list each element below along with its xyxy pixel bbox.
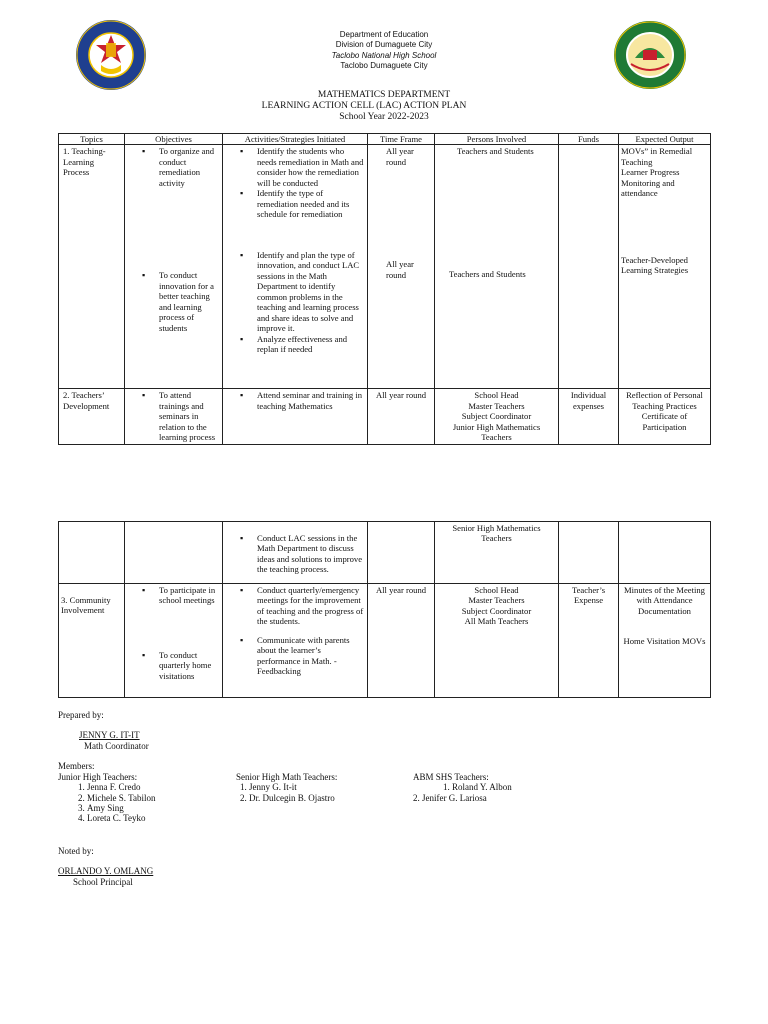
persons-text: Teachers and Students — [449, 268, 526, 279]
noted-by-label: Noted by: — [58, 846, 94, 856]
time-frame-cell — [368, 522, 435, 584]
activity-item: ▪ Conduct LAC sessions in the Math Department to discuss ideas and solutions to improve the teaching process. — [257, 533, 365, 575]
activity-item: ▪ Identify the students who needs remediation in Math and consider how the remediation will be conducted — [257, 146, 365, 188]
objectives-cell — [125, 389, 223, 444]
member-name: 1. Jenna F. Credo — [87, 782, 155, 792]
member-name: 1. Jenny G. It-it — [240, 782, 297, 793]
action-plan-table — [58, 133, 711, 445]
action-plan-table-continued — [58, 521, 711, 698]
persons-cell — [435, 584, 559, 698]
title-plan: LEARNING ACTION CELL (LAC) ACTION PLAN — [261, 100, 467, 111]
column-header: Activities/Strategies Initiated — [223, 134, 368, 145]
topic-text: 1. Teaching-Learning Process — [63, 146, 106, 178]
time-frame-cell — [368, 584, 435, 698]
output-text: Minutes of the Meeting with Attendance Documentation — [624, 585, 705, 616]
funds-text: Individual expenses — [570, 390, 607, 411]
output-cell — [619, 145, 711, 389]
time-frame-cell — [368, 389, 435, 444]
column-header: Topics — [59, 134, 125, 145]
activity-item: ▪ Identify the type of remediation needed and its schedule for remediation — [257, 188, 365, 219]
objective-item: ▪ To conduct quarterly home visitations — [159, 650, 220, 681]
objective-item: ▪ To conduct innovation for a better teaching and learning process of students — [159, 270, 220, 333]
objectives-cell — [125, 584, 223, 698]
topic-text: 3. Community Involvement — [61, 595, 111, 616]
abm-shs-teachers-block — [413, 772, 512, 803]
time-frame-text: All year round — [386, 259, 414, 280]
persons-text: Teachers and Students — [457, 146, 534, 157]
funds-text: Teacher’s Expense — [571, 585, 606, 606]
members-label: Members: — [58, 761, 95, 772]
objective-item: ▪ To attend trainings and seminars in relation to the learning process — [159, 390, 220, 442]
persons-text: School Head Master Teachers Subject Coordinator Junior High Mathematics Teachers — [452, 390, 541, 443]
time-frame-text: All year round — [375, 585, 427, 595]
objective-item: ▪ To organize and conduct remediation activity — [159, 146, 220, 188]
prepared-by-block — [58, 710, 149, 771]
title-department: MATHEMATICS DEPARTMENT — [317, 90, 451, 100]
time-frame-text: All year round — [386, 146, 414, 167]
topic-cell — [59, 389, 125, 444]
persons-text: School Head Master Teachers Subject Coordinator All Math Teachers — [461, 585, 532, 627]
persons-cell — [435, 389, 559, 444]
output-text: Reflection of Personal Teaching Practices Certificate of Participation — [626, 390, 703, 432]
funds-cell — [559, 522, 619, 584]
noted-by-title: School Principal — [73, 876, 133, 887]
noted-by-block — [58, 846, 153, 887]
letterhead — [0, 30, 768, 72]
objectives-cell — [125, 522, 223, 584]
persons-text: Senior High Mathematics Teachers — [452, 523, 541, 544]
time-frame-text: All year round — [375, 390, 427, 401]
activity-item: ▪ Attend seminar and training in teaching Mathematics — [257, 390, 365, 411]
noted-by-name: ORLANDO Y. OMLANG — [58, 866, 154, 877]
column-header: Funds — [559, 134, 619, 145]
abm-label: ABM SHS Teachers: — [413, 772, 489, 782]
prepared-by-name: JENNY G. IT-IT — [79, 730, 140, 741]
column-header: Time Frame — [368, 134, 435, 145]
activity-item: ▪ Analyze effectiveness and replan if needed — [257, 334, 365, 355]
junior-high-teachers-block — [58, 772, 155, 824]
time-frame-cell — [368, 145, 435, 389]
funds-cell — [559, 389, 619, 444]
header-division: Division of Dumaguete City — [335, 40, 433, 50]
prepared-by-title: Math Coordinator — [84, 740, 149, 751]
senior-high-teachers-block — [236, 772, 337, 803]
header-address: Taclobo Dumaguete City — [340, 61, 428, 71]
topic-cell — [59, 522, 125, 584]
prepared-by-label: Prepared by: — [58, 710, 104, 720]
funds-cell — [559, 145, 619, 389]
table-row — [59, 145, 711, 389]
output-cell — [619, 584, 711, 698]
topic-cell — [59, 145, 125, 389]
activity-item: ▪ Conduct quarterly/emergency meetings for the improvement of teaching and the progress of the students. — [257, 585, 365, 627]
header-department: Department of Education — [339, 30, 429, 39]
activities-cell — [223, 389, 368, 444]
topic-text: 2. Teachers’ Development — [63, 390, 110, 411]
output-text: MOVs” in Remedial Teaching Learner Progress Monitoring and attendance — [621, 146, 693, 199]
objective-item: ▪ To participate in school meetings — [159, 585, 220, 606]
column-header: Expected Output — [619, 134, 711, 145]
document-title — [0, 90, 768, 123]
persons-cell — [435, 522, 559, 584]
objectives-cell — [125, 145, 223, 389]
persons-cell — [435, 145, 559, 389]
column-header: Persons Involved — [435, 134, 559, 145]
member-name: 4. Loreta C. Teyko — [87, 813, 155, 823]
funds-cell — [559, 584, 619, 698]
member-name: 2. Jenifer G. Lariosa — [413, 792, 487, 803]
title-school-year: School Year 2022-2023 — [339, 111, 429, 122]
activity-item: ▪ Identify and plan the type of innovation, and conduct LAC sessions in the Math Department to identify common problems in the teaching and learning process and share ideas to solve and improve it. — [257, 250, 365, 334]
output-cell — [619, 389, 711, 444]
activities-cell — [223, 522, 368, 584]
activities-cell — [223, 145, 368, 389]
table-row — [59, 522, 711, 584]
output-text: Teacher-Developed Learning Strategies — [621, 254, 689, 276]
member-name: 3. Amy Sing — [87, 803, 155, 813]
table-header-row — [59, 134, 711, 145]
member-name: 2. Dr. Dulcegin B. Ojastro — [240, 792, 335, 803]
member-name: 2. Michele S. Tabilon — [87, 793, 155, 803]
senior-high-label: Senior High Math Teachers: — [236, 772, 338, 782]
table-row — [59, 584, 711, 698]
header-school: Taclobo National High School — [331, 50, 437, 60]
activity-item: ▪ Communicate with parents about the learner’s performance in Math. - Feedbacking — [257, 635, 365, 677]
topic-cell — [59, 584, 125, 698]
output-text: Home Visitation MOVs — [623, 636, 706, 647]
table-row — [59, 389, 711, 444]
member-name: 1. Roland Y. Albon — [443, 782, 512, 793]
activities-cell — [223, 584, 368, 698]
output-cell — [619, 522, 711, 584]
column-header: Objectives — [125, 134, 223, 145]
junior-high-label: Junior High Teachers: — [58, 772, 138, 782]
